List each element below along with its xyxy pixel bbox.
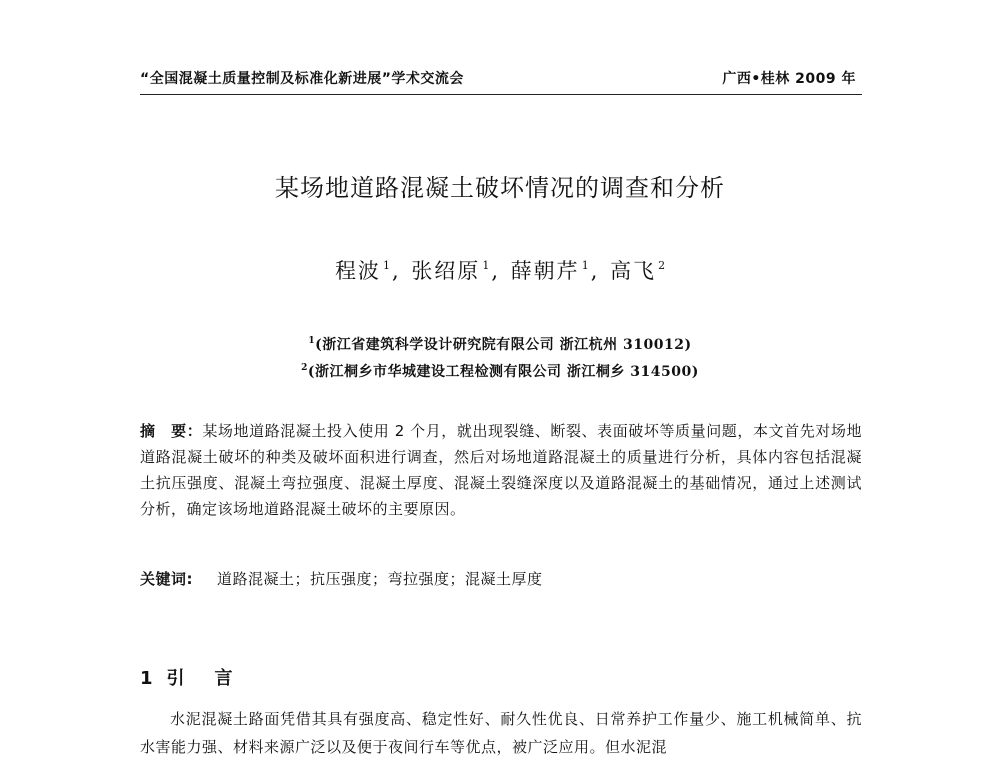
abstract — [140, 418, 862, 522]
paper-title: 某场地道路混凝土破坏情况的调查和分析 — [275, 174, 725, 202]
abstract-label: 摘 要： — [140, 422, 203, 440]
conference-location-date: 广西•桂林 2009 年 — [722, 71, 856, 87]
affiliation: $^2$(浙江桐乡市华城建设工程检测有限公司 浙江桐乡 314500) — [301, 363, 699, 380]
keywords-text: 道路混凝土；抗压强度；弯拉强度；混凝土厚度 — [217, 570, 543, 588]
author: 张绍原 $^1$ — [411, 259, 490, 283]
author-separator: , — [491, 259, 500, 283]
section-number: 1 — [140, 668, 153, 689]
section-title: 引言 — [166, 668, 263, 689]
author: 高飞 $^2$ — [610, 259, 666, 283]
body-paragraph: 水泥混凝土路面凭借其具有强度高、稳定性好、耐久性优良、日常养护工作量少、施工机械简单、抗水害能力强、材料来源广泛以及便于夜间行车等优点，被广泛应用。但水泥混 — [140, 710, 862, 756]
affiliation: $^1$(浙江省建筑科学设计研究院有限公司 浙江杭州 310012) — [308, 336, 692, 353]
author: 程波 $^1$ — [334, 259, 390, 283]
keywords — [140, 568, 862, 589]
section-heading — [140, 664, 263, 690]
running-header — [140, 68, 862, 95]
conference-name: “全国混凝土质量控制及标准化新进展”学术交流会 — [140, 71, 464, 87]
abstract-text: 某场地道路混凝土投入使用 2 个月，就出现裂缝、断裂、表面破坏等质量问题，本文首先对场地道路混凝土破坏的种类及破坏面积进行调查，然后对场地道路混凝土的质量进行分析，具体内容包括混凝土抗压强度、混凝土弯拉强度、混凝土厚度、混凝土裂缝深度以及道路混凝土的基础情况，通过上述测试分析，确定该场地道路混凝土破坏的主要原因。 — [140, 422, 862, 518]
author-separator: , — [391, 259, 401, 283]
author: 薛朝芹 $^1$ — [510, 259, 589, 283]
author-separator: , — [590, 259, 600, 283]
keywords-label: 关键词: — [140, 570, 193, 588]
author-list — [0, 255, 1000, 285]
